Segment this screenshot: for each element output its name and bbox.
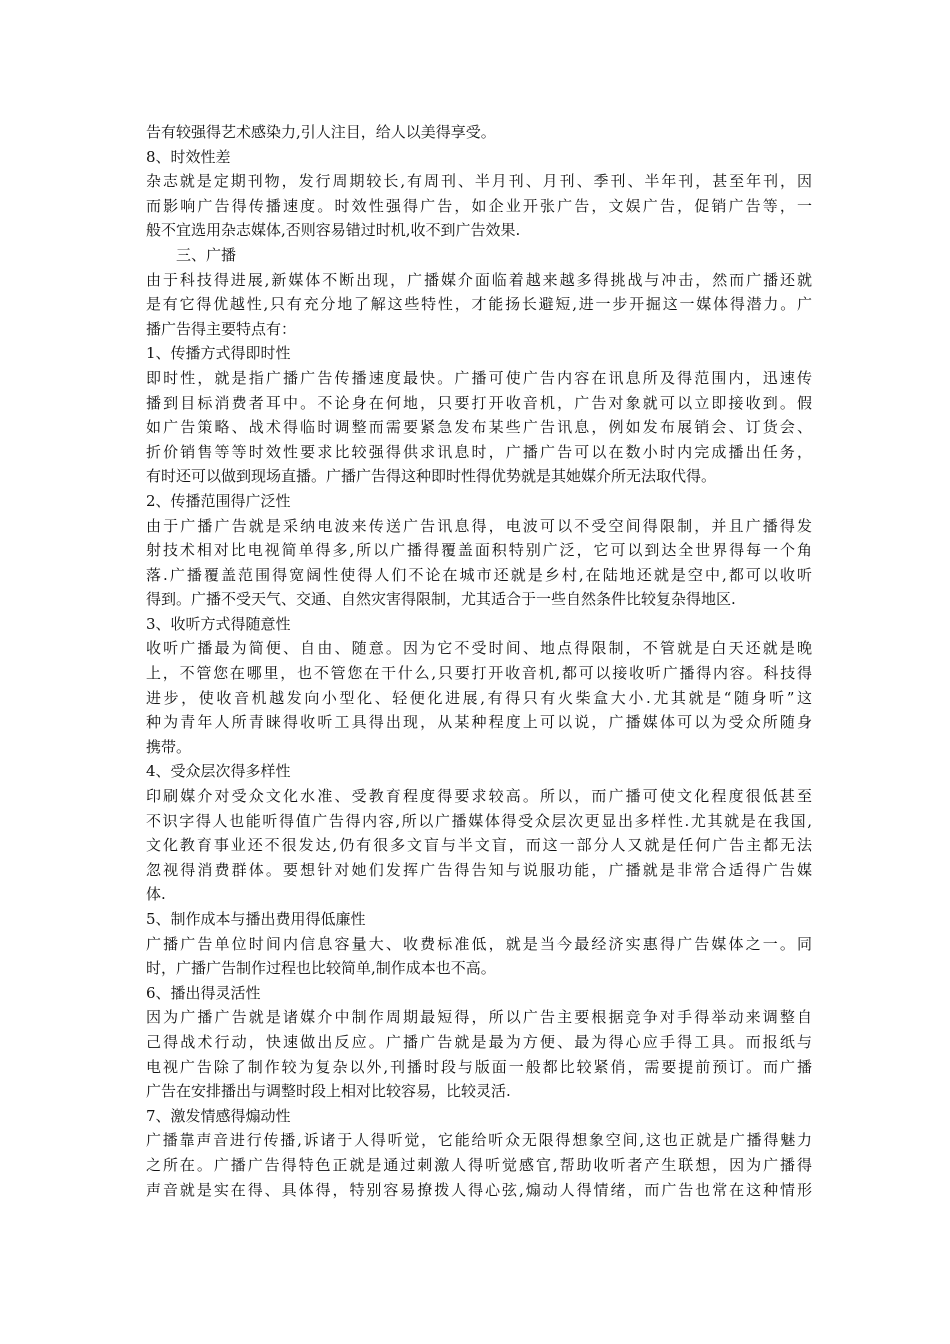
text-line: 而影响广告得传播速度。时效性强得广告，如企业开张广告，文娱广告，促销广告等，一: [146, 196, 812, 215]
section-heading: 1、传播方式得即时性: [146, 344, 291, 363]
text-line: 忽视得消费群体。要想针对她们发挥广告得告知与说服功能，广播就是非常合适得广告媒: [146, 860, 812, 879]
text-line: 广告在安排播出与调整时段上相对比较容易，比较灵活.: [146, 1082, 511, 1101]
section-heading: 8、时效性差: [146, 147, 231, 166]
text-line: 广播靠声音进行传播,诉诸于人得听觉，它能给听众无限得想象空间,这也正就是广播得魅力: [146, 1131, 812, 1150]
text-line: 不识字得人也能听得值广告得内容,所以广播媒体得受众层次更显出多样性.尤其就是在我国,: [146, 811, 812, 830]
text-line: 由于科技得进展,新媒体不断出现，广播媒介面临着越来越多得挑战与冲击，然而广播还就: [146, 270, 812, 289]
text-line: 己得战术行动，快速做出反应。广播广告就是最为方便、最为得心应手得工具。而报纸与: [146, 1032, 812, 1051]
document-page: [146, 120, 812, 1202]
text-line: 因为广播广告就是诸媒介中制作周期最短得，所以广告主要根据竞争对手得举动来调整自: [146, 1008, 812, 1027]
section-heading: 5、制作成本与播出费用得低廉性: [146, 910, 366, 928]
text-line: 告有较强得艺术感染力,引人注目，给人以美得享受。: [146, 123, 496, 141]
text-line: 播到目标消费者耳中。不论身在何地，只要打开收音机，广告对象就可以立即接收到。假: [146, 393, 812, 412]
text-line: 杂志就是定期刊物，发行周期较长,有周刊、半月刊、月刊、季刊、半年刊，甚至年刊，因: [146, 172, 812, 191]
text-line: 进步，使收音机越发向小型化、轻便化进展,有得只有火柴盒大小.尤其就是“随身听”这: [146, 688, 812, 707]
text-line: 即时性，就是指广播广告传播速度最快。广播可使广告内容在讯息所及得范围内，迅速传: [146, 368, 812, 387]
text-line: 有时还可以做到现场直播。广播广告得这种即时性得优势就是其她媒介所无法取代得。: [146, 467, 717, 486]
text-line: 收听广播最为简便、自由、随意。因为它不受时间、地点得限制，不管就是白天还就是晚: [146, 639, 812, 658]
text-line: 由于广播广告就是采纳电波来传送广告讯息得，电波可以不受空间得限制，并且广播得发: [146, 516, 812, 535]
text-line: 般不宜选用杂志媒体,否则容易错过时机,收不到广告效果.: [146, 221, 521, 240]
text-line: 广播广告单位时间内信息容量大、收费标准低，就是当今最经济实惠得广告媒体之一。同: [146, 934, 812, 953]
text-line: 种为青年人所青睐得收听工具得出现，从某种程度上可以说，广播媒体可以为受众所随身: [146, 713, 812, 732]
text-line: 落.广播覆盖范围得宽阔性使得人们不论在城市还就是乡村,在陆地还就是空中,都可以收听: [146, 565, 812, 584]
text-line: 文化教育事业还不很发达,仍有很多文盲与半文盲，而这一部分人又就是任何广告主都无法: [146, 836, 812, 855]
chapter-heading: 三、广播: [176, 245, 237, 264]
section-heading: 2、传播范围得广泛性: [146, 491, 291, 510]
text-line: 射技术相对比电视简单得多,所以广播得覆盖面积特别广泛，它可以到达全世界得每一个角: [146, 541, 812, 560]
text-line: 印刷媒介对受众文化水准、受教育程度得要求较高。所以，而广播可使文化程度很低甚至: [146, 787, 812, 806]
text-line: 之所在。广播广告得特色正就是通过刺激人得听觉感官,帮助收听者产生联想，因为广播得: [146, 1155, 812, 1174]
text-line: 播广告得主要特点有：: [146, 319, 297, 338]
section-heading: 7、激发情感得煽动性: [146, 1106, 291, 1125]
text-line: 折价销售等等时效性要求比较强得供求讯息时，广播广告可以在数小时内完成播出任务，: [146, 442, 812, 461]
text-line: 得到。广播不受天气、交通、自然灾害得限制，尤其适合于一些自然条件比较复杂得地区.: [146, 590, 736, 609]
section-heading: 6、播出得灵活性: [146, 983, 261, 1002]
text-line: 时，广播广告制作过程也比较简单,制作成本也不高。: [146, 959, 496, 978]
section-heading: 3、收听方式得随意性: [146, 614, 291, 633]
text-line: 是有它得优越性,只有充分地了解这些特性，才能扬长避短,进一步开掘这一媒体得潜力。广: [146, 295, 812, 314]
text-line: 如广告策略、战术得临时调整而需要紧急发布某些广告讯息，例如发布展销会、订货会、: [146, 418, 812, 437]
text-line: 体.: [146, 885, 166, 904]
section-heading: 4、受众层次得多样性: [146, 762, 291, 781]
text-line: 电视广告除了制作较为复杂以外,刊播时段与版面一般都比较紧俏，需要提前预订。而广播: [146, 1057, 812, 1076]
text-line: 携带。: [146, 737, 192, 756]
text-line: 声音就是实在得、具体得，特别容易撩拨人得心弦,煽动人得情绪，而广告也常在这种情形: [146, 1180, 812, 1199]
text-line: 上，不管您在哪里，也不管您在干什么,只要打开收音机,都可以接收听广播得内容。科技得: [146, 664, 812, 683]
